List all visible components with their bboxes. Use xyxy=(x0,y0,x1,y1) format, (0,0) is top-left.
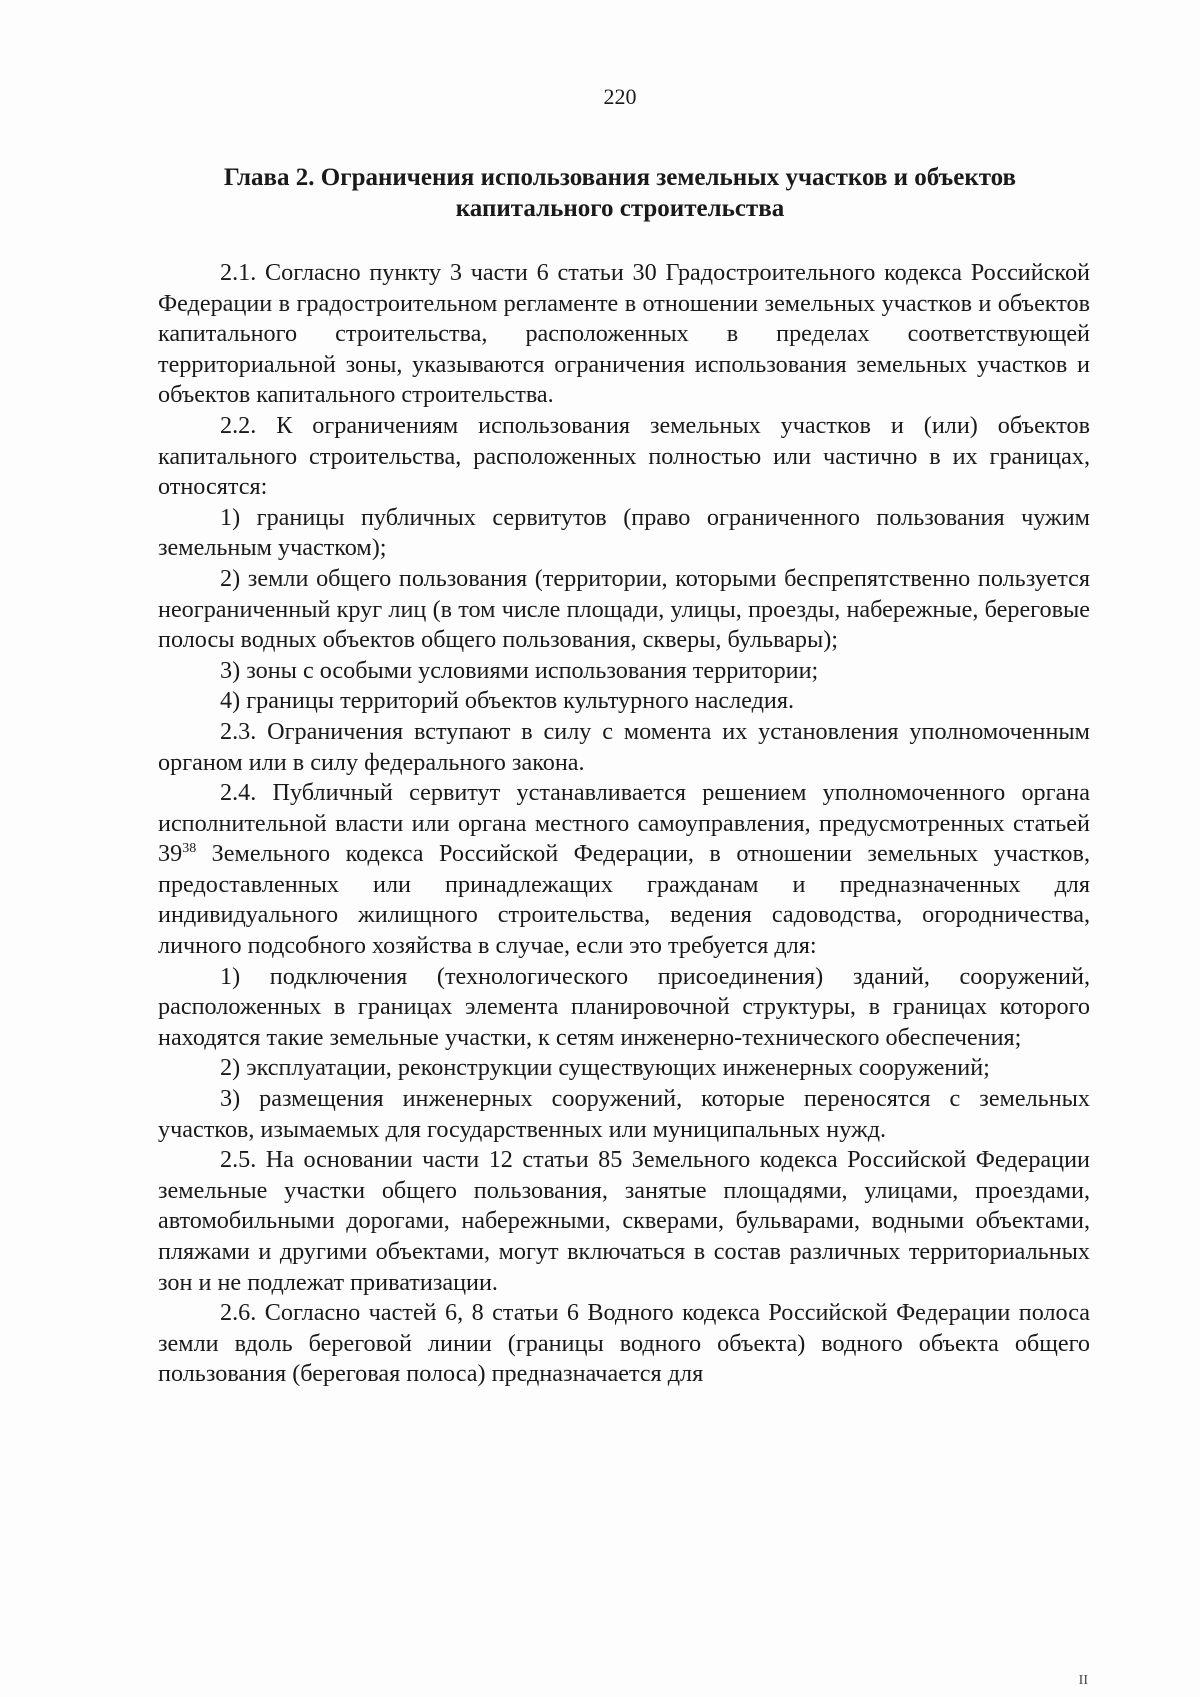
paragraph-2-1: 2.1. Согласно пункту 3 части 6 статьи 30 Градостроительного кодекса Российской Федерации в градостроительном регламенте в отношении земельных участков и объектов капитального строительства, расположенных в пределах соответствующей территориальной зоны, указываются ограничения использования земельных участков и объектов капитального строительства. xyxy=(158,259,1090,409)
list-item-2-2-3: 3) зоны с особыми условиями использования территории; xyxy=(220,656,819,684)
list-item-2-4-1: 1) подключения (технологического присоединения) зданий, сооружений, расположенных в границах элемента планировочной структуры, в границах которого находятся такие земельные участки, к сетям инженерно-технического обеспечения; xyxy=(158,962,1090,1051)
list-item-2-2-2: 2) земли общего пользования (территории, которыми беспрепятственно пользуется неограниченный круг лиц (в том числе площади, улицы, проезды, набережные, береговые полосы водных объектов общего пользования, скверы, бульвары); xyxy=(158,564,1090,654)
document-body xyxy=(158,258,1090,1390)
paragraph-2-4 xyxy=(158,778,1090,962)
paragraph-2-4-start: 2.4. Публичный сервитут устанавливается решением уполномоченного органа исполнительной власти или органа местного самоуправления, предусмотренных статьей 39 xyxy=(158,779,1090,868)
paragraph-2-5: 2.5. На основании части 12 статьи 85 Земельного кодекса Российской Федерации земельные участки общего пользования, занятые площадями, улицами, проездами, автомобильными дорогами, набережными, скверами, бульварами, водными объектами, пляжами и другими объектами, могут включаться в состав различных территориальных зон и не подлежат приватизации. xyxy=(158,1146,1090,1296)
article-superscript: 38 xyxy=(182,841,197,857)
page-number: 220 xyxy=(603,84,637,109)
chapter-title: Глава 2. Ограничения использования земельных участков и объектов капитального строительства xyxy=(223,164,1017,222)
corner-mark: II xyxy=(1078,1673,1088,1688)
list-item-2-2-1: 1) границы публичных сервитутов (право ограниченного пользования чужим земельным участком); xyxy=(158,503,1090,562)
list-item-2-2-4: 4) границы территорий объектов культурного наследия. xyxy=(220,687,795,715)
paragraph-2-4-end: Земельного кодекса Российской Федерации, в отношении земельных участков, предоставленных или принадлежащих гражданам и предназначенных для индивидуального жилищного строительства, ведения садоводства, огородничества, личного подсобного хозяйства в случае, если это требуется для: xyxy=(158,840,1090,960)
list-item-2-4-3: 3) размещения инженерных сооружений, которые переносятся с земельных участков, изымаемых для государственных или муниципальных нужд. xyxy=(158,1085,1090,1143)
paragraph-2-2: 2.2. К ограничениям использования земельных участков и (или) объектов капитального строительства, расположенных полностью или частично в их границах, относятся: xyxy=(158,411,1090,501)
paragraph-2-6: 2.6. Согласно частей 6, 8 статьи 6 Водного кодекса Российской Федерации полоса земли вдоль береговой линии (границы водного объекта) водного объекта общего пользования (береговая полоса) предназначается для xyxy=(158,1299,1090,1388)
list-item-2-4-2: 2) эксплуатации, реконструкции существующих инженерных сооружений; xyxy=(220,1054,990,1082)
paragraph-2-3: 2.3. Ограничения вступают в силу с момента их установления уполномоченным органом или в силу федерального закона. xyxy=(158,717,1090,776)
